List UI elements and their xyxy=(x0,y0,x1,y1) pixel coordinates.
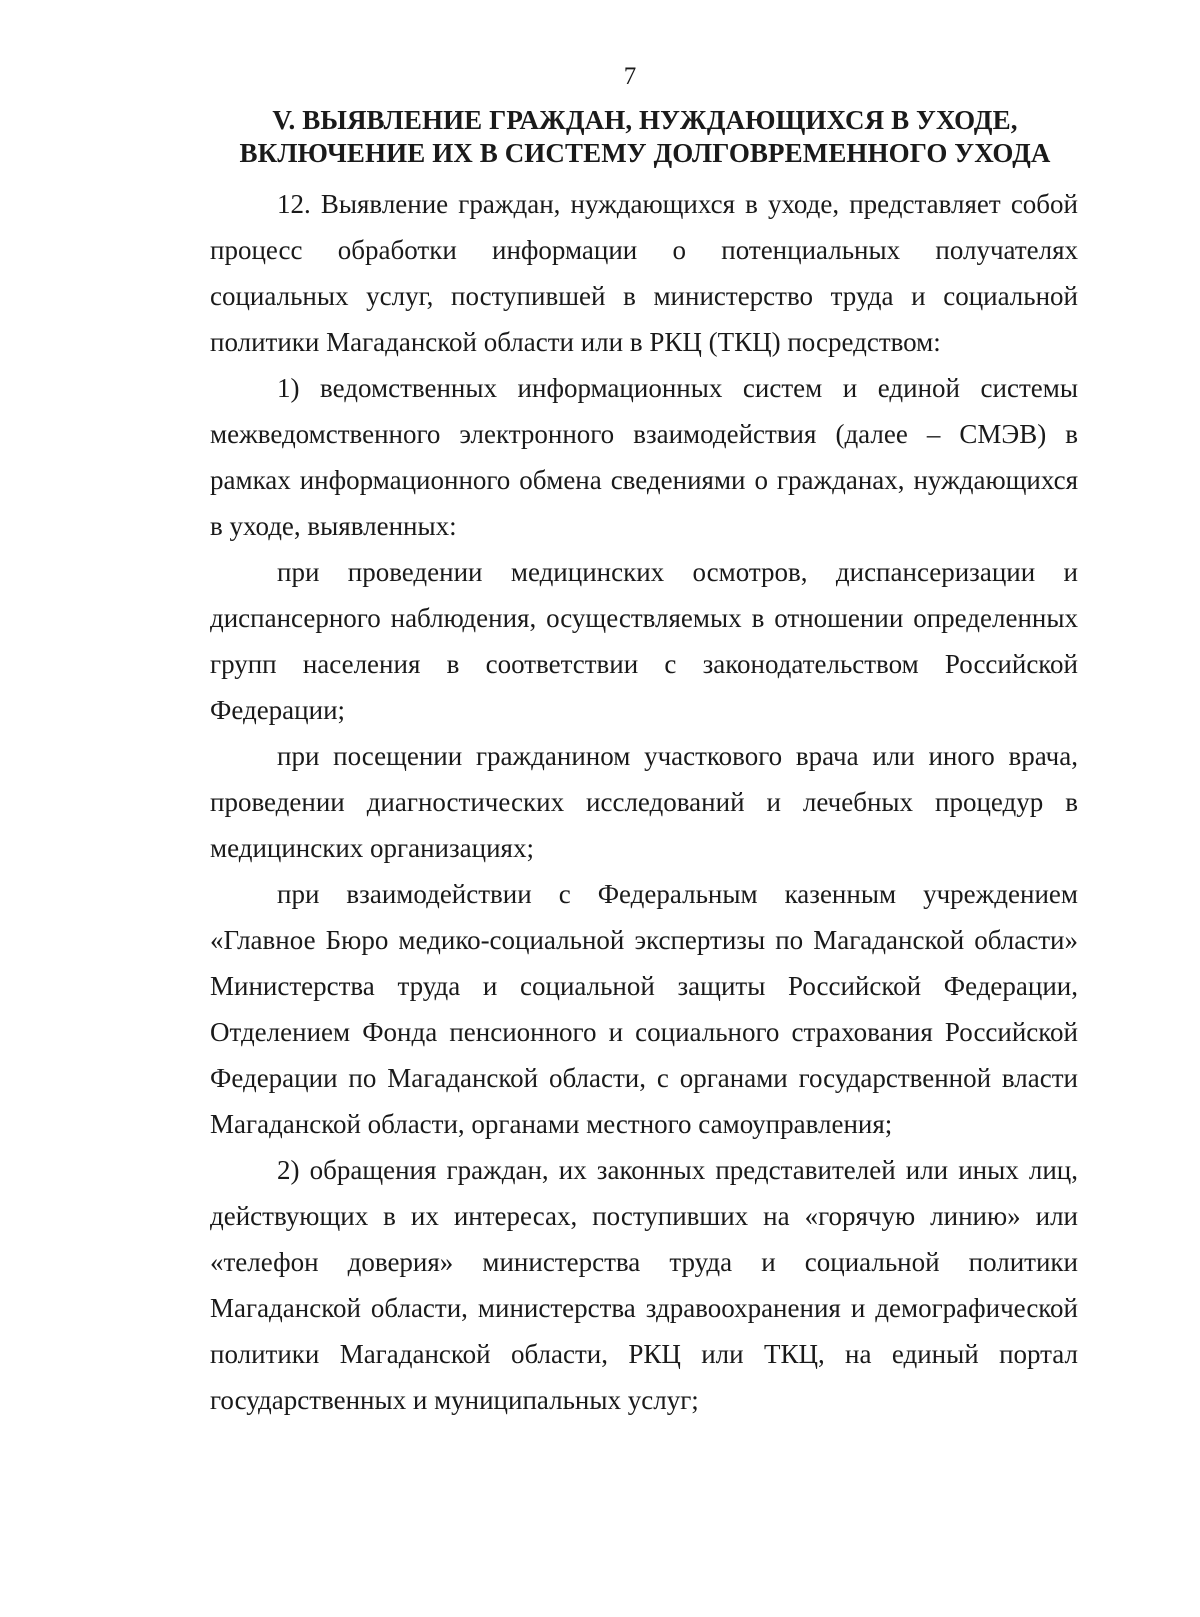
section-heading-line-1: V. ВЫЯВЛЕНИЕ ГРАЖДАН, НУЖДАЮЩИХСЯ В УХОДЕ, xyxy=(272,105,1018,135)
body-text xyxy=(210,181,1078,1423)
paragraph-item-2: 2) обращения граждан, их законных представителей или иных лиц, действующих в их интересах, поступивших на «горячую линию» или «телефон доверия» министерства труда и социальной политики Магаданской области, министерства здравоохранения и демографической политики Магаданской области, РКЦ или ТКЦ, на единый портал государственных и муниципальных услуг; xyxy=(210,1155,1078,1415)
paragraph-doctor-visits: при посещении гражданином участкового врача или иного врача, проведении диагностических исследований и лечебных процедур в медицинских организациях; xyxy=(210,741,1078,863)
page-number: 7 xyxy=(623,63,637,90)
paragraph-interaction: при взаимодействии с Федеральным казенным учреждением «Главное Бюро медико-социальной экспертизы по Магаданской области» Министерства труда и социальной защиты Российской Федерации, Отделением Фонда пенсионного и социального страхования Российской Федерации по Магаданской области, с органами государственной власти Магаданской области, органами местного самоуправления; xyxy=(210,879,1078,1139)
section-heading xyxy=(200,104,1090,170)
paragraph-medical-exams: при проведении медицинских осмотров, диспансеризации и диспансерного наблюдения, осуществляемых в отношении определенных групп населения в соответствии с законодательством Российской Федерации; xyxy=(210,557,1078,725)
paragraph-item-1: 1) ведомственных информационных систем и единой системы межведомственного электронного взаимодействия (далее – СМЭВ) в рамках информационного обмена сведениями о гражданах, нуждающихся в уходе, выявленных: xyxy=(210,373,1078,541)
section-heading-line-2: ВКЛЮЧЕНИЕ ИХ В СИСТЕМУ ДОЛГОВРЕМЕННОГО УХОДА xyxy=(239,138,1051,168)
paragraph-12: 12. Выявление граждан, нуждающихся в уходе, представляет собой процесс обработки информации о потенциальных получателях социальных услуг, поступившей в министерство труда и социальной политики Магаданской области или в РКЦ (ТКЦ) посредством: xyxy=(210,189,1078,357)
